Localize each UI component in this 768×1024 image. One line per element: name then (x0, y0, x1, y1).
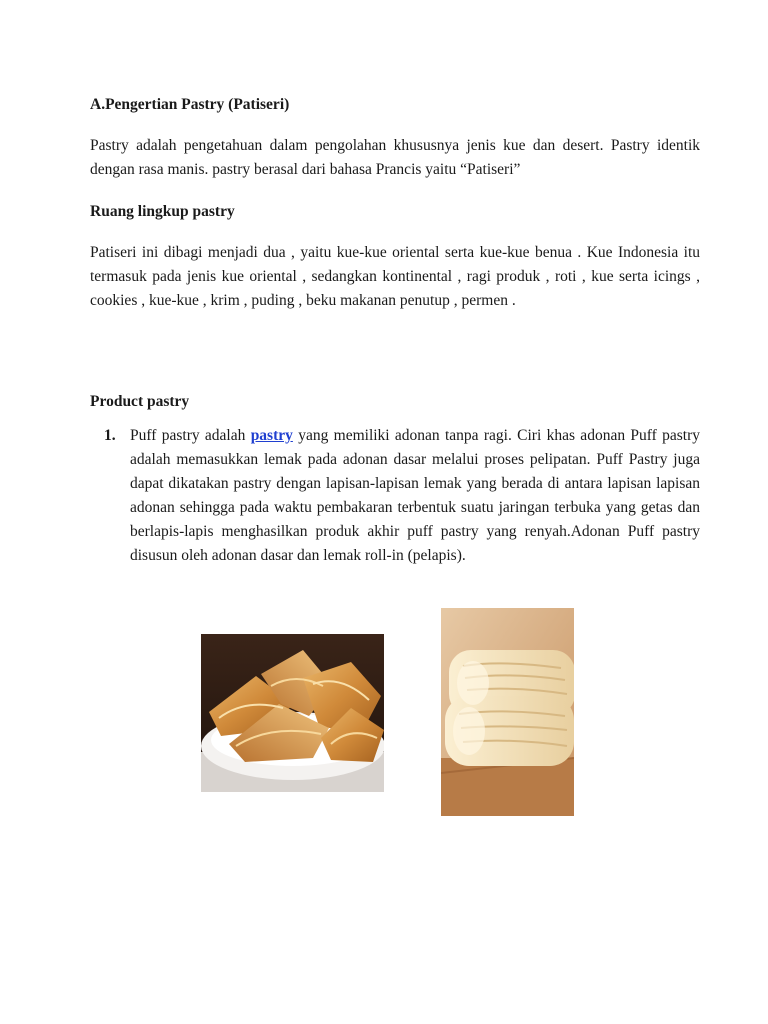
scope-heading: Ruang lingkup pastry (90, 203, 235, 220)
list-item (130, 424, 700, 568)
section-title: A.Pengertian Pastry (Patiseri) (90, 96, 290, 113)
intro-paragraph: Pastry adalah pengetahuan dalam pengolahan khususnya jenis kue dan desert. Pastry identik dengan rasa manis. pastry berasal dari bahasa Prancis yaitu “Patiseri” (90, 137, 700, 178)
list-item-text-start: Puff pastry adalah (130, 427, 251, 444)
list-item-text-rest: yang memiliki adonan tanpa ragi. Ciri khas adonan Puff pastry adalah memasukkan lemak pada adonan dasar melalui proses pelipatan. Puff Pastry juga dapat dikatakan pastry dengan lapisan-lapisan lemak yang berada di antara lapisan lapisan adonan sehingga pada waktu pembakaran terbentuk suatu jaringan terbuka yang getas dan berlapis-lapis menghasilkan produk akhir puff pastry yang renyah.Adonan Puff pastry disusun oleh adonan dasar dan lemak roll-in (pelapis). (130, 427, 700, 564)
puff-pastry-dough-image (441, 608, 574, 816)
pastry-link[interactable]: pastry (250, 427, 293, 444)
product-heading: Product pastry (90, 393, 190, 410)
scope-paragraph: Patiseri ini dibagi menjadi dua , yaitu kue-kue oriental serta kue-kue benua . Kue Indonesia itu termasuk pada jenis kue oriental , sedangkan kontinental , ragi produk , roti , kue serta icings , cookies , kue-kue , krim , puding , beku makanan penutup , permen . (90, 244, 700, 309)
product-list (104, 424, 700, 568)
puff-pastry-plate-image (201, 634, 384, 792)
list-item-number: 1. (104, 427, 116, 444)
